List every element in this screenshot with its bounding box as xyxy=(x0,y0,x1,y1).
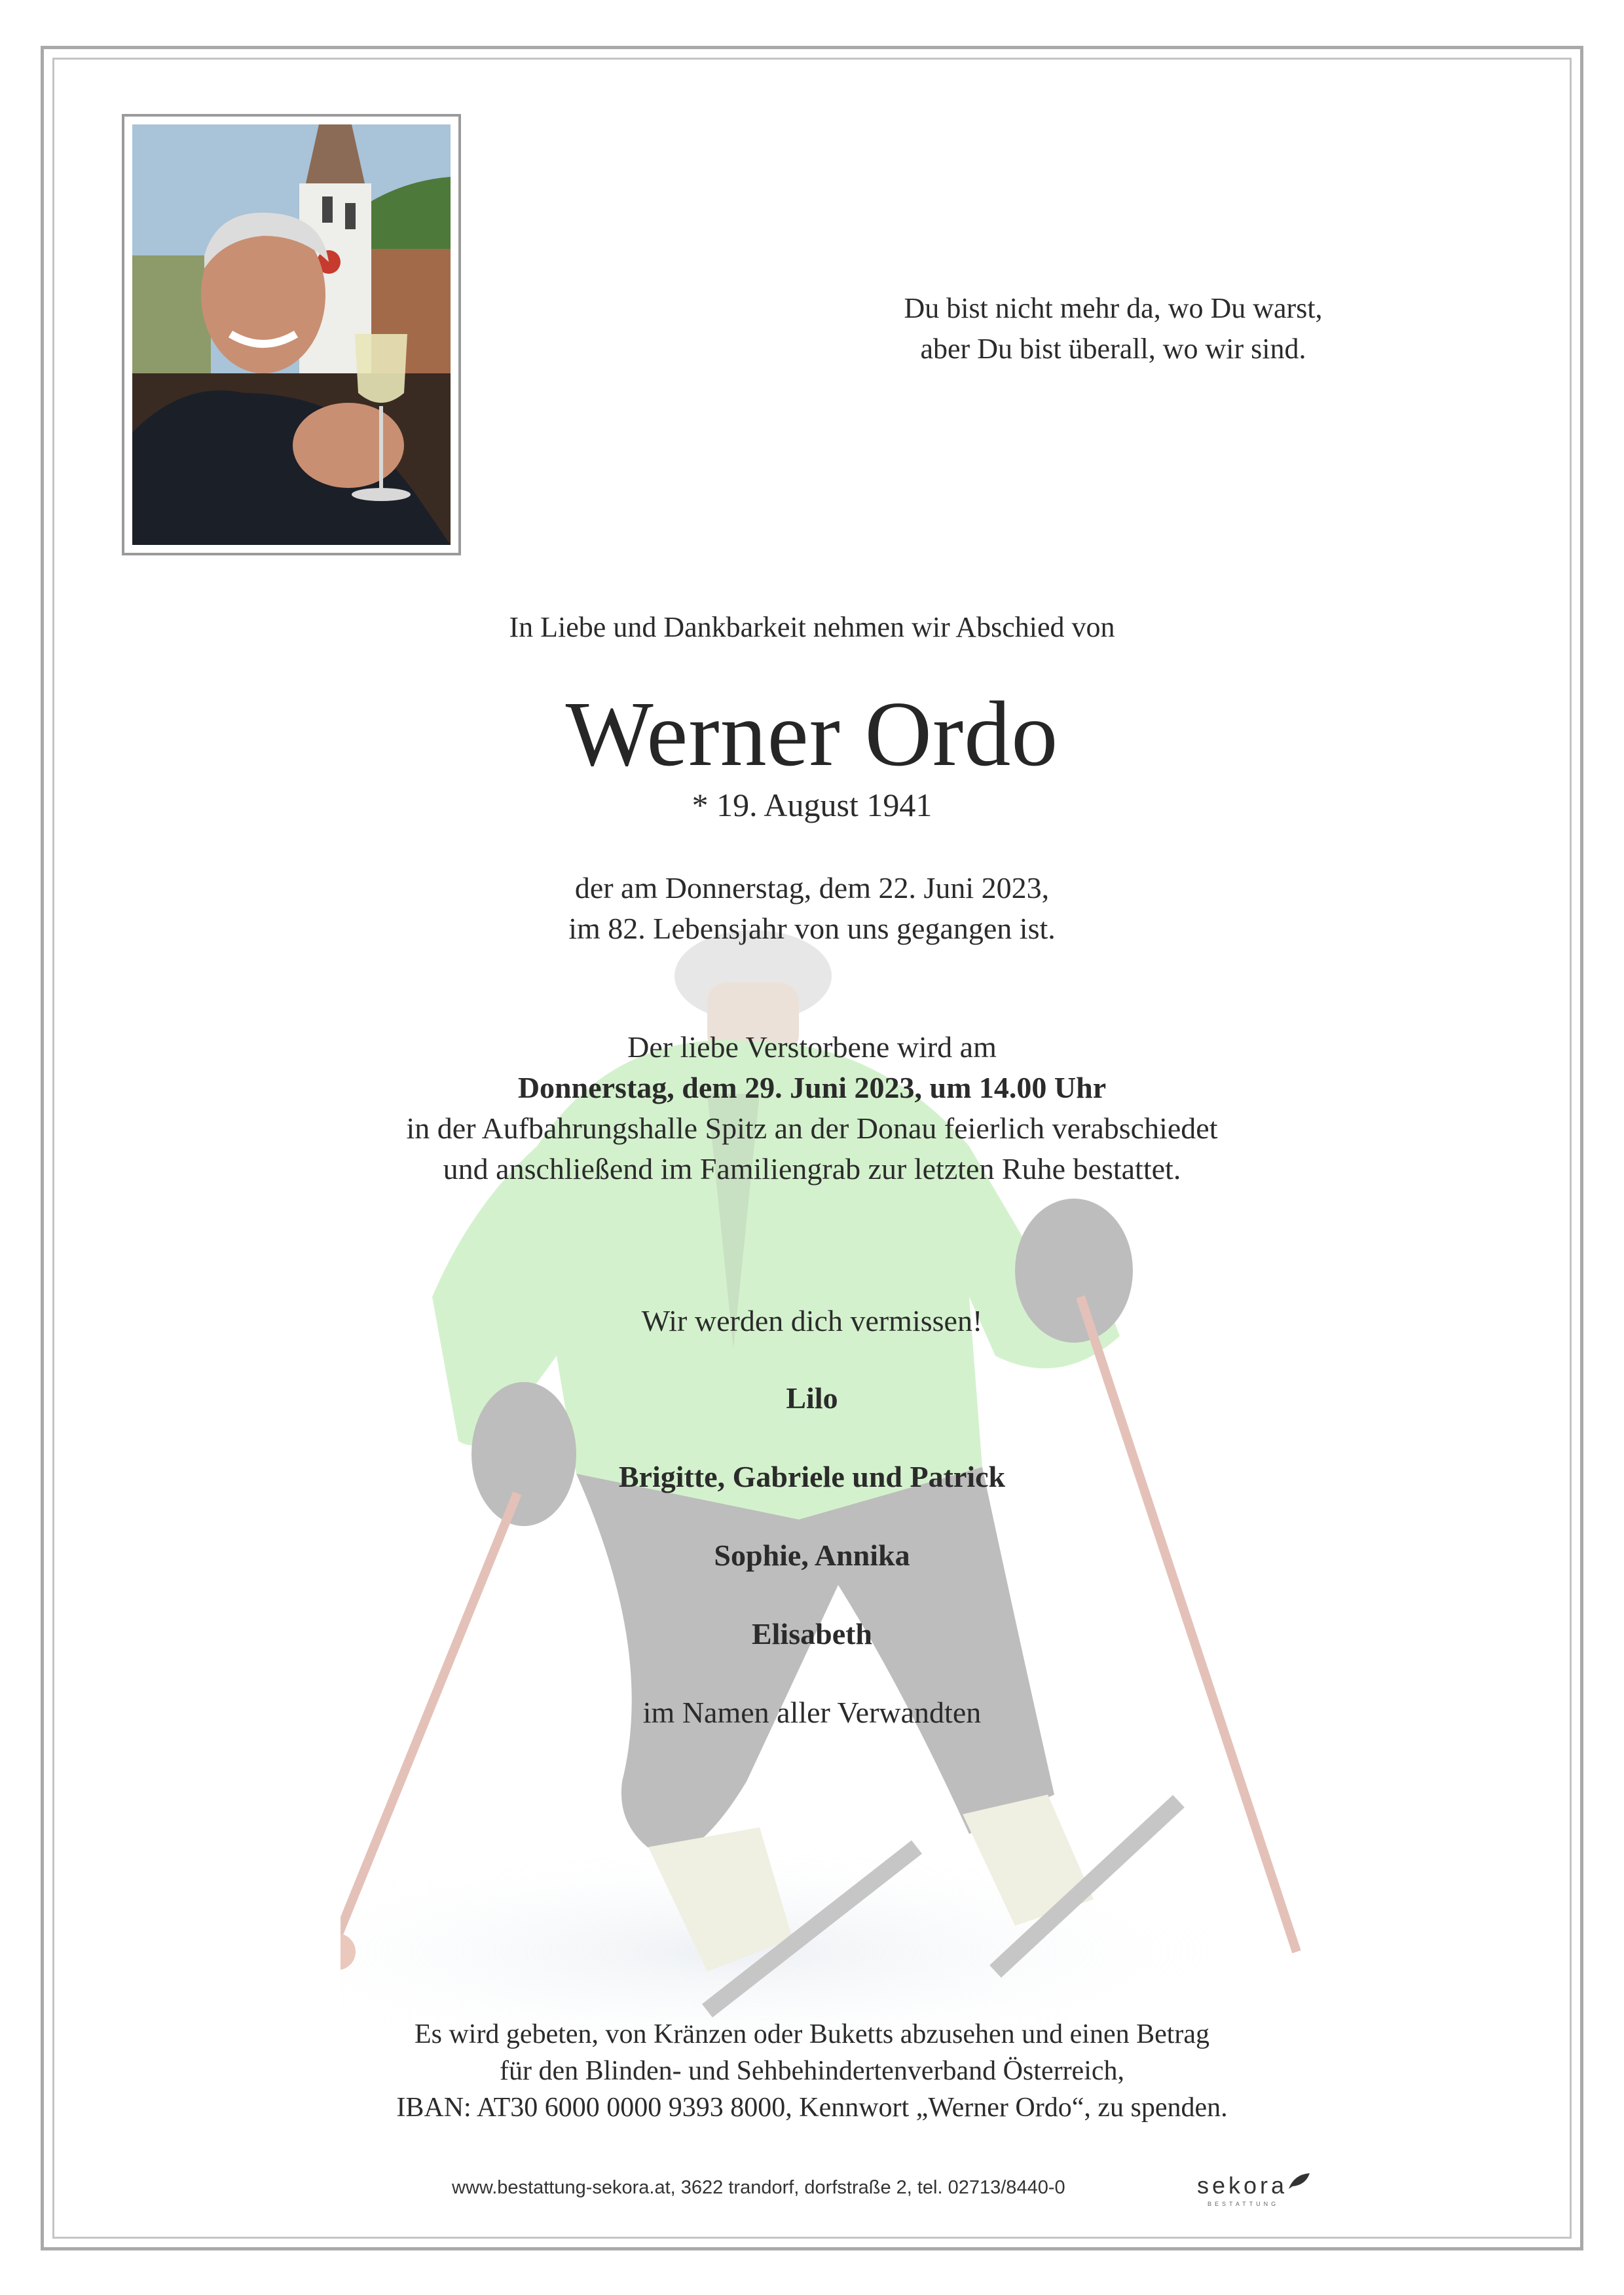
footer-contact: www.bestattung-sekora.at, 3622 trandorf, dorfstraße 2, tel. 02713/8440-0 xyxy=(452,2177,1065,2198)
portrait-frame xyxy=(122,114,461,555)
logo-text: sekora xyxy=(1197,2172,1288,2199)
mourner-name: Sophie, Annika xyxy=(714,1539,910,1572)
sekora-logo xyxy=(1197,2172,1311,2199)
portrait-photo-image xyxy=(132,124,451,545)
donation-line-3: IBAN: AT30 6000 0000 9393 8000, Kennwort „Werner Ordo“, zu spenden. xyxy=(396,2093,1228,2123)
funeral-line-4: und anschließend im Familiengrab zur letzten Ruhe bestattet. xyxy=(443,1152,1181,1185)
death-line-1: der am Donnerstag, dem 22. Juni 2023, xyxy=(574,871,1050,905)
death-notice xyxy=(0,868,1624,949)
mourner-name: Lilo xyxy=(786,1381,838,1415)
death-line-2: im 82. Lebensjahr von uns gegangen ist. xyxy=(568,912,1056,945)
funeral-details xyxy=(0,1027,1624,1189)
mourners-closing: im Namen aller Verwandten xyxy=(642,1696,982,1729)
donation-line-2: für den Blinden- und Sehbehindertenverband Österreich, xyxy=(499,2056,1125,2086)
farewell-intro: In Liebe und Dankbarkeit nehmen wir Abschied von xyxy=(509,611,1115,643)
quote-line-2: aber Du bist überall, wo wir sind. xyxy=(920,333,1306,365)
birth-date: * 19. August 1941 xyxy=(692,787,932,823)
mourner-name: Brigitte, Gabriele und Patrick xyxy=(618,1460,1006,1493)
funeral-line-1: Der liebe Verstorbene wird am xyxy=(627,1030,997,1064)
mourner-name: Elisabeth xyxy=(751,1617,873,1651)
leaf-icon xyxy=(1287,2172,1311,2192)
quote-line-1: Du bist nicht mehr da, wo Du warst, xyxy=(904,292,1323,324)
deceased-name: Werner Ordo xyxy=(565,682,1059,785)
funeral-line-3: in der Aufbahrungshalle Spitz an der Donau feierlich verabschiedet xyxy=(406,1111,1218,1145)
logo-subtitle: BESTATTUNG xyxy=(1208,2201,1280,2207)
funeral-date-time: Donnerstag, dem 29. Juni 2023, um 14.00 Uhr xyxy=(517,1071,1107,1104)
donation-line-1: Es wird gebeten, von Kränzen oder Buketts abzusehen und einen Betrag xyxy=(414,2019,1210,2049)
memorial-quote xyxy=(851,288,1375,369)
donation-request xyxy=(0,2016,1624,2126)
mourners-intro: Wir werden dich vermissen! xyxy=(641,1304,983,1337)
